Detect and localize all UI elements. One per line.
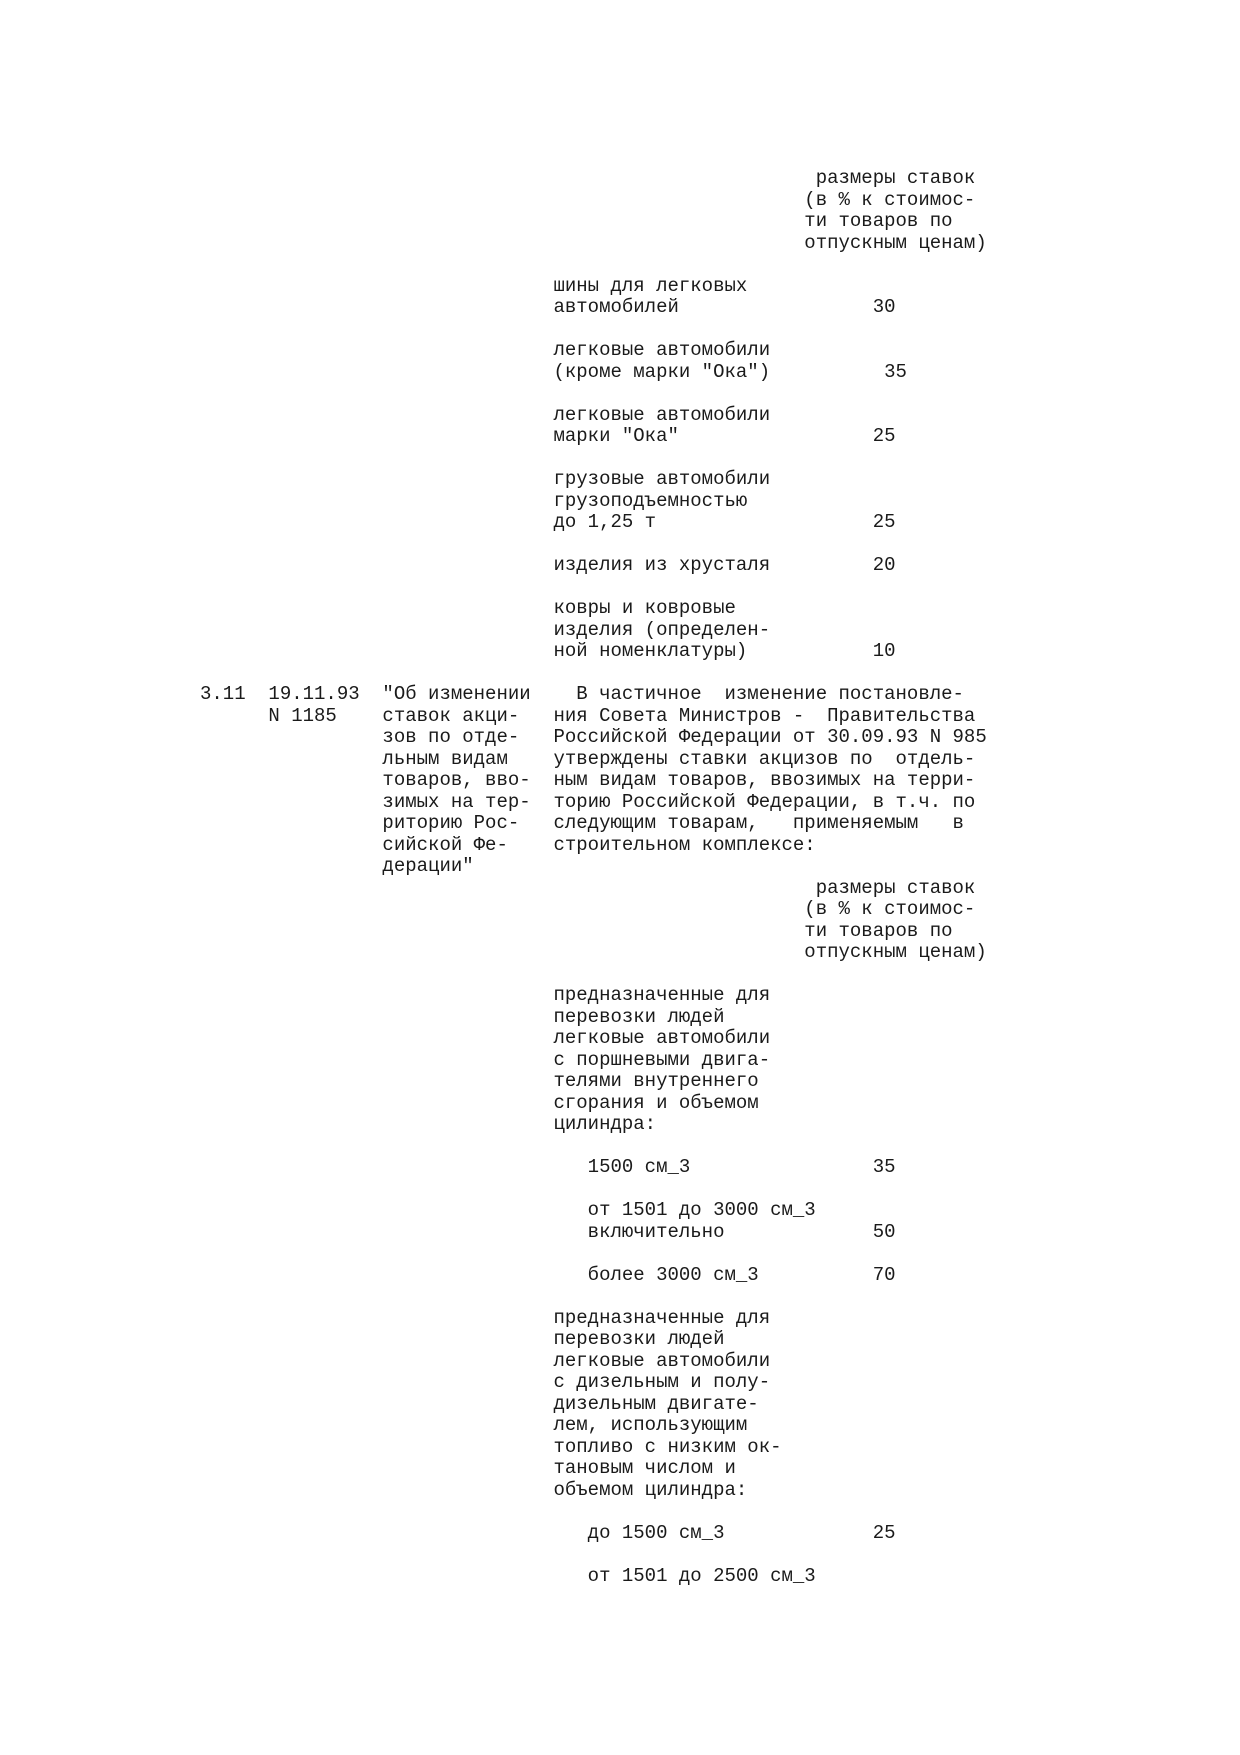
document-line: лем, использующим	[200, 1414, 748, 1436]
document-line	[200, 1286, 987, 1308]
document-line: (в % к стоимос-	[200, 898, 976, 920]
document-line: 1500 см_3 35	[200, 1156, 896, 1178]
document-line: автомобилей 30	[200, 296, 896, 318]
document-line	[200, 319, 987, 341]
document-line	[200, 1501, 987, 1523]
document-line: N 1185 ставок акци- ния Совета Министров - Правительства	[200, 704, 976, 727]
document-line	[200, 383, 987, 405]
document-line: легковые автомобили	[200, 1027, 771, 1049]
document-line: включительно 50	[200, 1220, 896, 1243]
document-line: дизельным двигате-	[200, 1392, 759, 1415]
document-line	[200, 1136, 987, 1158]
document-line: объемом цилиндра:	[200, 1478, 748, 1501]
document-line: размеры ставок	[200, 167, 976, 189]
document-line: товаров, вво- ным видам товаров, ввозимых на терри-	[200, 769, 976, 791]
document-line	[200, 577, 987, 599]
document-line: от 1501 до 3000 см_3	[200, 1199, 816, 1221]
document-line	[200, 1243, 987, 1265]
document-line: с поршневыми двига-	[200, 1048, 771, 1071]
document-line: грузовые автомобили	[200, 468, 771, 490]
document-line: (в % к стоимос-	[200, 188, 976, 211]
document-line: до 1,25 т 25	[200, 511, 896, 533]
document-line: ной номенклатуры) 10	[200, 640, 896, 662]
document-line: (кроме марки "Ока") 35	[200, 360, 907, 383]
document-line: перевозки людей	[200, 1005, 725, 1028]
document-line: сгорания и объемом	[200, 1091, 759, 1114]
document-line	[200, 1179, 987, 1201]
document-line: шины для легковых	[200, 274, 748, 297]
document-line: ти товаров по	[200, 919, 953, 942]
document-line: изделия (определен-	[200, 618, 771, 641]
document-line: предназначенные для	[200, 1306, 771, 1329]
document-text	[200, 168, 987, 1587]
document-line: ковры и ковровые	[200, 597, 736, 619]
document-line: легковые автомобили	[200, 339, 771, 361]
document-line: отпускным ценам)	[200, 941, 987, 963]
document-line: от 1501 до 2500 см_3	[200, 1564, 816, 1587]
document-line: с дизельным и полу-	[200, 1371, 771, 1393]
document-line	[200, 254, 987, 276]
document-line	[200, 1544, 987, 1566]
document-line: топливо с низким ок-	[200, 1435, 782, 1458]
document-line: зимых на тер- торию Российской Федерации, в т.ч. по	[200, 790, 976, 813]
document-line: риторию Рос- следующим товарам, применяемым в	[200, 812, 964, 834]
document-line: тановым числом и	[200, 1457, 736, 1479]
document-line: легковые автомобили	[200, 1349, 771, 1372]
document-line: 3.11 19.11.93 "Об изменении В частичное изменение постановле-	[200, 683, 964, 705]
document-line	[200, 448, 987, 470]
document-line	[200, 663, 987, 685]
document-line: предназначенные для	[200, 984, 771, 1006]
document-line: льным видам утверждены ставки акцизов по отдель-	[200, 747, 976, 770]
document-line: зов по отде- Российской Федерации от 30.09.93 N 985	[200, 726, 987, 748]
document-line: ти товаров по	[200, 210, 953, 232]
document-line: более 3000 см_3 70	[200, 1263, 896, 1286]
document-line	[200, 534, 987, 556]
document-line: марки "Ока" 25	[200, 425, 896, 447]
document-line: телями внутреннего	[200, 1070, 759, 1092]
document-line: до 1500 см_3 25	[200, 1521, 896, 1544]
document-line	[200, 964, 987, 986]
document-line: отпускным ценам)	[200, 231, 987, 254]
document-line: грузоподъемностью	[200, 489, 748, 512]
document-line: перевозки людей	[200, 1328, 725, 1350]
document-line: изделия из хрусталя 20	[200, 554, 896, 576]
document-line: дерации"	[200, 855, 474, 877]
document-line: сийской Фе- строительном комплексе:	[200, 833, 816, 856]
document-line: цилиндра:	[200, 1113, 657, 1135]
document-line: легковые автомобили	[200, 403, 771, 426]
document-line: размеры ставок	[200, 876, 976, 899]
